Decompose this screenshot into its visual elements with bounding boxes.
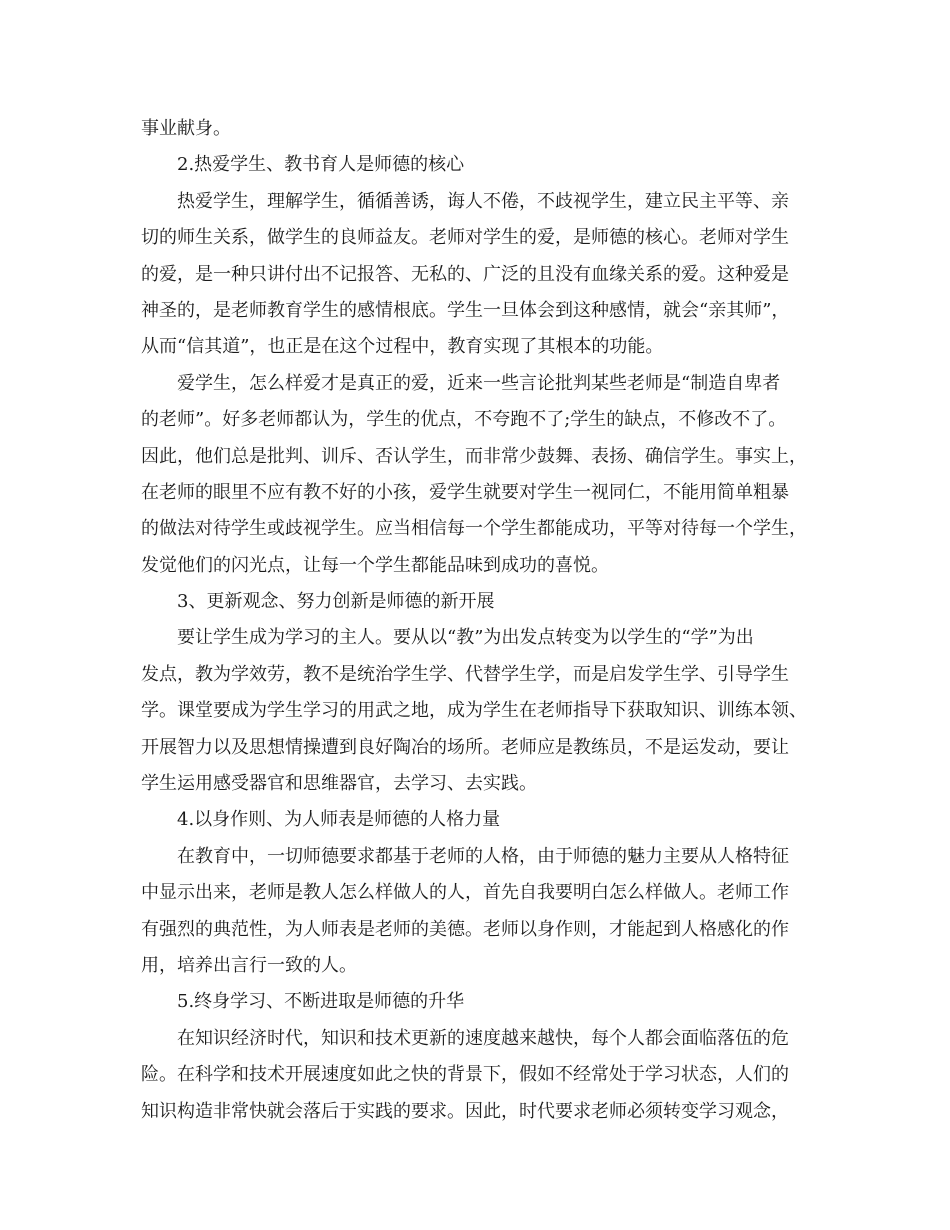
text-line: 发觉他们的闪光点，让每一个学生都能品味到成功的喜悦。 — [141, 554, 609, 576]
text-line: 的老师”。好多老师都认为，学生的优点，不夸跑不了;学生的缺点，不修改不了。 — [141, 409, 787, 431]
text-line: 在老师的眼里不应有教不好的小孩，爱学生就要对学生一视同仁，不能用简单粗暴 — [141, 481, 789, 503]
text-line: 3、更新观念、努力创新是师德的新开展 — [177, 591, 495, 613]
text-line: 在教育中，一切师德要求都基于老师的人格，由于师德的魅力主要从人格特征 — [177, 845, 789, 867]
text-line: 因此，他们总是批判、训斥、否认学生，而非常少鼓舞、表扬、确信学生。事实上， — [141, 445, 807, 467]
text-line: 在知识经济时代，知识和技术更新的速度越来越快，每个人都会面临落伍的危 — [177, 1027, 789, 1049]
text-line: 有强烈的典范性，为人师表是老师的美德。老师以身作则，才能起到人格感化的作 — [141, 918, 789, 940]
text-line: 爱学生，怎么样爱才是真正的爱，近来一些言论批判某些老师是“制造自卑者 — [177, 372, 781, 394]
text-line: 切的师生关系，做学生的良师益友。老师对学生的爱，是师德的核心。老师对学生 — [141, 227, 789, 249]
text-line: 发点，教为学效劳，教不是统治学生学、代替学生学，而是启发学生学、引导学生 — [141, 663, 789, 685]
text-line: 知识构造非常快就会落后于实践的要求。因此，时代要求老师必须转变学习观念， — [141, 1100, 789, 1122]
text-line: 险。在科学和技术开展速度如此之快的背景下，假如不经常处于学习状态，人们的 — [141, 1064, 789, 1086]
text-line: 4.以身作则、为人师表是师德的人格力量 — [177, 809, 501, 831]
text-line: 2.热爱学生、教书育人是师德的核心 — [177, 154, 465, 176]
text-line: 中显示出来，老师是教人怎么样做人的人，首先自我要明白怎么样做人。老师工作 — [141, 882, 789, 904]
text-line: 5.终身学习、不断进取是师德的升华 — [177, 991, 465, 1013]
text-line: 神圣的，是老师教育学生的感情根底。学生一旦体会到这种感情，就会“亲其师”， — [141, 299, 790, 321]
text-line: 事业献身。 — [141, 118, 231, 139]
text-line: 热爱学生，理解学生，循循善诱，诲人不倦，不歧视学生，建立民主平等、亲 — [177, 190, 789, 212]
text-line: 开展智力以及思想情操遭到良好陶冶的场所。老师应是教练员，不是运发动，要让 — [141, 736, 789, 758]
text-line: 的做法对待学生或歧视学生。应当相信每一个学生都能成功，平等对待每一个学生， — [141, 518, 807, 540]
text-line: 用，培养出言行一致的人。 — [141, 954, 357, 976]
text-line: 的爱，是一种只讲付出不记报答、无私的、广泛的且没有血缘关系的爱。这种爱是 — [141, 263, 789, 285]
document-body — [141, 111, 811, 1130]
text-line: 学生运用感受器官和思维器官，去学习、去实践。 — [141, 773, 537, 795]
text-line: 从而“信其道”，也正是在这个过程中，教育实现了其根本的功能。 — [141, 336, 664, 358]
text-line: 要让学生成为学习的主人。要从以“教”为出发点转变为以学生的“学”为出 — [177, 627, 754, 649]
text-line: 学。课堂要成为学生学习的用武之地，成为学生在老师指导下获取知识、训练本领、 — [141, 700, 807, 722]
